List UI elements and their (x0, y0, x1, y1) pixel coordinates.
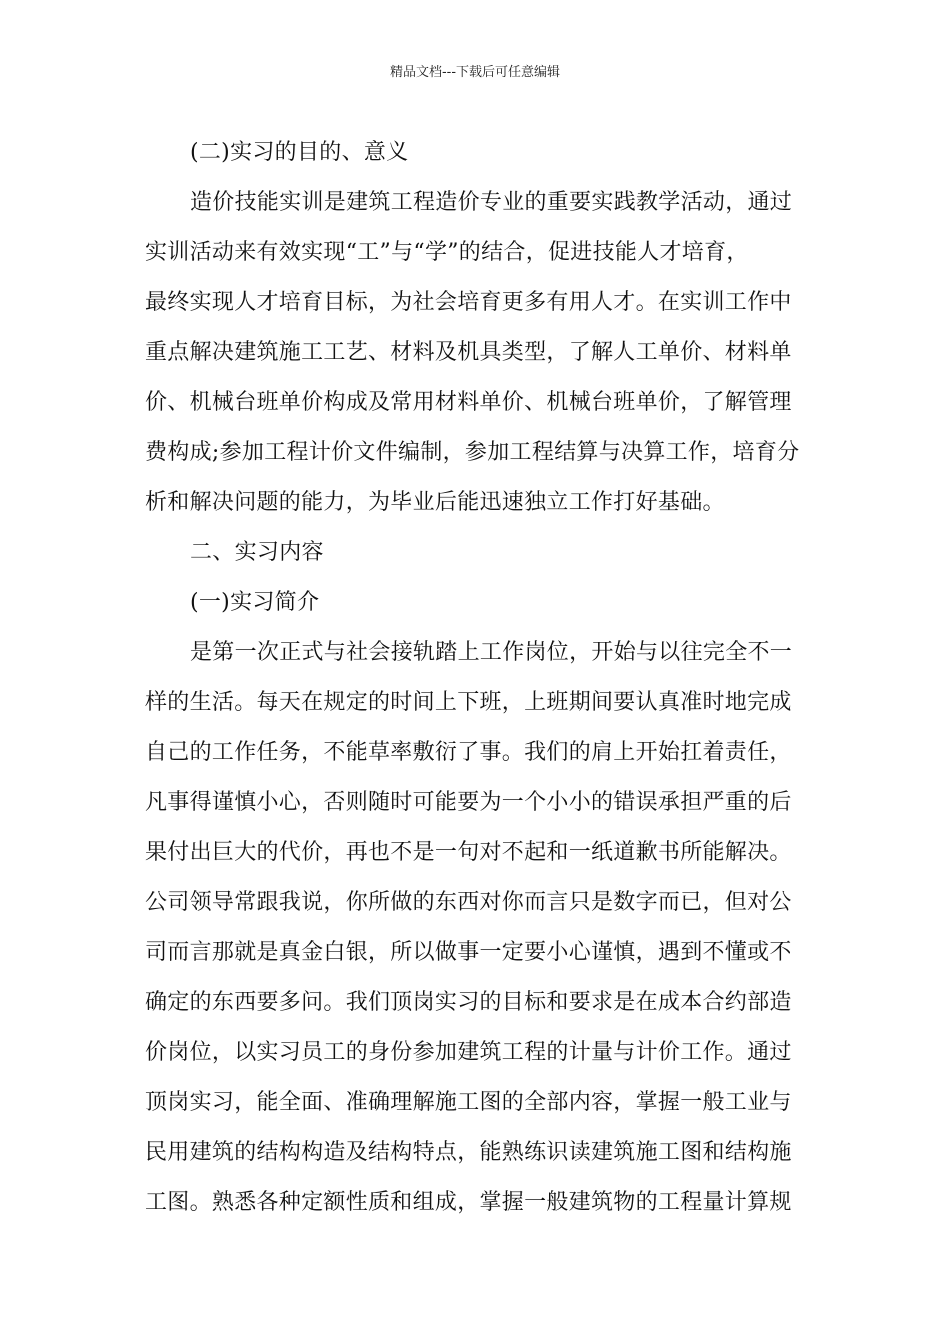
paragraph-line: 果付出巨大的代价，再也不是一句对不起和一纸道歉书所能解决。 (145, 840, 792, 865)
subsection-heading-intro: (一)实习简介 (190, 590, 320, 615)
paragraph-line: 民用建筑的结构构造及结构特点，能熟练识读建筑施工图和结构施 (145, 1140, 792, 1165)
document-body (145, 131, 807, 1231)
paragraph-line: 自己的工作任务，不能草率敷衍了事。我们的肩上开始扛着责任， (145, 740, 792, 765)
paragraph-line: 析和解决问题的能力，为毕业后能迅速独立工作打好基础。 (145, 490, 725, 515)
paragraph-line: 凡事得谨慎小心，否则随时可能要为一个小小的错误承担严重的后 (145, 790, 792, 815)
paragraph-line: 实训活动来有效实现“工”与“学”的结合，促进技能人才培育， (145, 240, 749, 265)
paragraph-line: 司而言那就是真金白银，所以做事一定要小心谨慎，遇到不懂或不 (145, 940, 792, 965)
page-header: 精品文档---下载后可任意编辑 (389, 65, 561, 80)
paragraph-line: 最终实现人才培育目标，为社会培育更多有用人才。在实训工作中 (145, 290, 792, 315)
paragraph-line: 是第一次正式与社会接轨踏上工作岗位，开始与以往完全不一 (190, 640, 793, 665)
paragraph-line: 造价技能实训是建筑工程造价专业的重要实践教学活动，通过 (190, 190, 793, 215)
paragraph-line: 重点解决建筑施工工艺、材料及机具类型，了解人工单价、材料单 (145, 340, 792, 365)
paragraph-line: 确定的东西要多问。我们顶岗实习的目标和要求是在成本合约部造 (145, 990, 792, 1015)
section-heading-content: 二、实习内容 (190, 540, 324, 565)
paragraph-line: 费构成;参加工程计价文件编制，参加工程结算与决算工作，培育分 (145, 440, 800, 465)
paragraph-line: 工图。熟悉各种定额性质和组成，掌握一般建筑物的工程量计算规 (145, 1190, 792, 1215)
paragraph-line: 价、机械台班单价构成及常用材料单价、机械台班单价，了解管理 (145, 390, 792, 415)
paragraph-line: 价岗位，以实习员工的身份参加建筑工程的计量与计价工作。通过 (145, 1040, 792, 1065)
paragraph-line: 顶岗实习，能全面、准确理解施工图的全部内容，掌握一般工业与 (145, 1090, 792, 1115)
section-heading-purpose: (二)实习的目的、意义 (190, 140, 409, 165)
paragraph-line: 公司领导常跟我说，你所做的东西对你而言只是数字而已，但对公 (145, 890, 792, 915)
paragraph-line: 样的生活。每天在规定的时间上下班，上班期间要认真准时地完成 (145, 690, 792, 715)
